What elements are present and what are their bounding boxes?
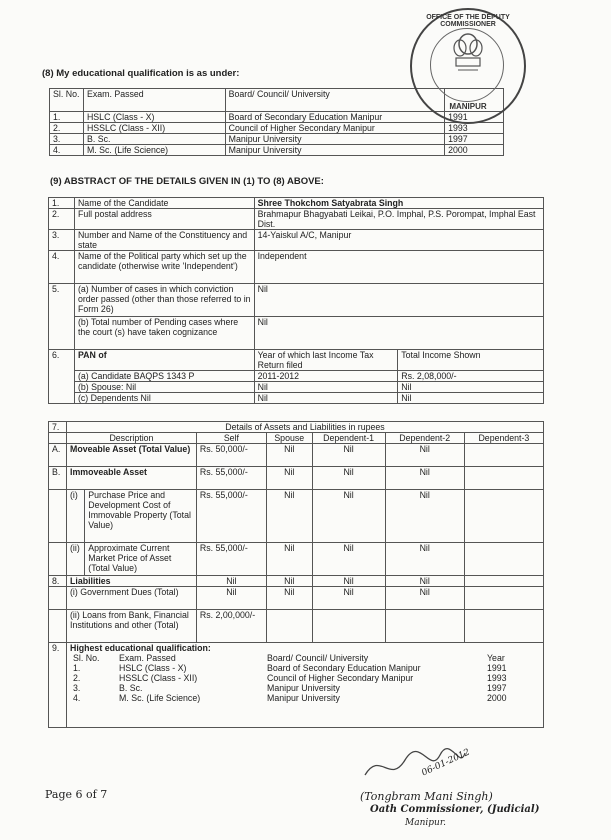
signatory-title: Oath Commissioner, (Judicial) bbox=[370, 804, 540, 815]
table-row: 7. Details of Assets and Liabilities in rupees bbox=[49, 422, 544, 433]
page-number: Page 6 of 7 bbox=[45, 788, 108, 801]
abstract-table-top bbox=[48, 197, 544, 404]
signatory-name: (Tongbram Mani Singh) bbox=[360, 790, 493, 803]
signature-scribble-icon bbox=[360, 745, 470, 785]
table-row: 2. Full postal address Brahmapur Bhagyabati Leikai, P.O. Imphal, P.S. Porompat, Imphal East Dist. bbox=[49, 209, 544, 230]
table-row: 1. HSLC (Class - X) Board of Secondary Education Manipur 1991 bbox=[50, 112, 504, 123]
table-row: (ii) Loans from Bank, Financial Institutions and other (Total) Rs. 2,00,000/- bbox=[49, 610, 544, 643]
highest-qualification-label: Highest educational qualification: bbox=[70, 643, 211, 653]
table-header-row: Description Self Spouse Dependent-1 Dependent-2 Dependent-3 bbox=[49, 433, 544, 444]
assets-table bbox=[48, 421, 544, 728]
seal-top-text: OFFICE OF THE DEPUTY COMMISSIONER bbox=[426, 14, 510, 28]
table-row: (ii) Approximate Current Market Price of Asset (Total Value) Rs. 55,000/- Nil Nil Nil bbox=[49, 543, 544, 576]
table-row: 1. Name of the Candidate Shree Thokchom Satyabrata Singh bbox=[49, 198, 544, 209]
table-row: 8. Liabilities Nil Nil Nil Nil bbox=[49, 576, 544, 587]
table-row: B. Immoveable Asset Rs. 55,000/- Nil Nil Nil bbox=[49, 467, 544, 490]
ashoka-emblem-icon bbox=[448, 30, 488, 90]
official-seal bbox=[410, 8, 526, 124]
table-row: (c) Dependents Nil Nil Nil bbox=[49, 393, 544, 404]
table-header-row: Sl. No. Exam. Passed Board/ Council/ University bbox=[50, 89, 504, 112]
section-9-heading: (9) ABSTRACT OF THE DETAILS GIVEN IN (1) TO (8) ABOVE: bbox=[50, 176, 324, 187]
highest-qualification-table: Sl. No. Exam. Passed Board/ Council/ University Year 1. HSLC (Class - X) Board of Secondary Education Manipur 1991 2. HSSLC (Class - XII) Council of Higher Secondary Manipur 1993 3. B. Sc. Manipur University 1997 4. M. Sc. (Life Science) Manipur University 2000 bbox=[73, 653, 507, 703]
table-row: 3. B. Sc. Manipur University 1997 bbox=[50, 134, 504, 145]
table-row: 4. Name of the Political party which set up the candidate (otherwise write 'Independent') Independent bbox=[49, 251, 544, 284]
table-row: A. Moveable Asset (Total Value) Rs. 50,000/- Nil Nil Nil bbox=[49, 444, 544, 467]
signature-date: 06-01-2012 bbox=[420, 747, 472, 779]
table-row: 9. Highest educational qualification: Sl. No. Exam. Passed Board/ Council/ University Year 1. HSLC (Class - X) Board of Secondary Education Manipur 1991 2. HSSLC (Class - XII) Council of Higher Secondary Manipur 1993 3. B. Sc. Manipur University 1997 4. M. Sc. (Life Science) Manipur University 2000 bbox=[49, 643, 544, 728]
table-row: 2. HSSLC (Class - XII) Council of Higher Secondary Manipur 1993 bbox=[50, 123, 504, 134]
seal-bottom-text: MANIPUR bbox=[449, 102, 487, 111]
table-row: (b) Total number of Pending cases where the court (s) have taken cognizance Nil bbox=[49, 317, 544, 350]
signatory-place: Manipur. bbox=[405, 818, 446, 828]
table-row: 3. Number and Name of the Constituency and state 14-Yaiskul A/C, Manipur bbox=[49, 230, 544, 251]
table-row: 5. (a) Number of cases in which conviction order passed (other than those referred to in Form 26) Nil bbox=[49, 284, 544, 317]
section-8-heading: (8) My educational qualification is as under: bbox=[42, 68, 240, 79]
table-row: 4. M. Sc. (Life Science) Manipur University 2000 bbox=[50, 145, 504, 156]
table-row: (i) Purchase Price and Development Cost of Immovable Property (Total Value) Rs. 55,000/- Nil Nil Nil bbox=[49, 490, 544, 543]
table-row: (b) Spouse: Nil Nil Nil bbox=[49, 382, 544, 393]
table-row: 6. PAN of Year of which last Income Tax Return filed Total Income Shown bbox=[49, 350, 544, 371]
table-row: (a) Candidate BAQPS 1343 P 2011-2012 Rs. 2,08,000/- bbox=[49, 371, 544, 382]
table-row: (i) Government Dues (Total) Nil Nil Nil Nil bbox=[49, 587, 544, 610]
